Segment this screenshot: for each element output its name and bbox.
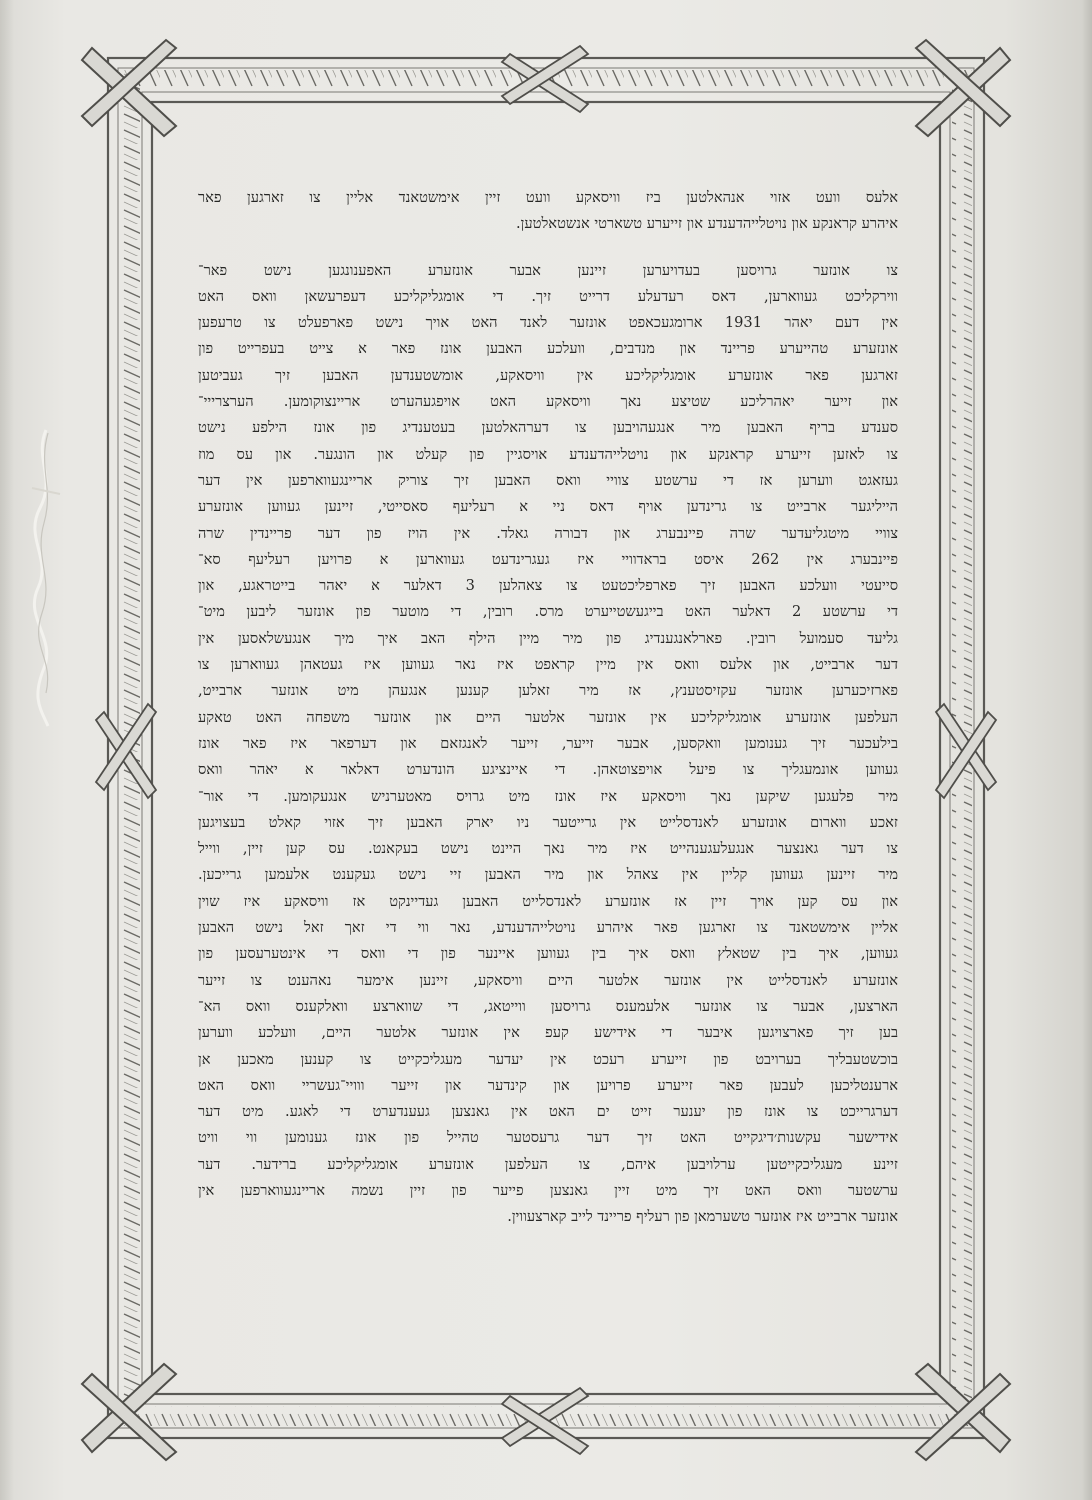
- text-line: זאכע ווארום אונזערע לאנדסלייט אין גרייטער ניו יארק האבען זיך אזוי קאלט בעצויגען: [198, 813, 898, 831]
- text-line: מיר פלעגען שיקען נאך וויסאקע איז אונז מיט גרויס מאטערניש אנגעקומען. די אור־: [198, 787, 898, 805]
- text-line: הארצען, אבער צו אונזער אלעמענס גרויסען ווייטאג, די שווארצע וואלקענס וואס הא־: [198, 997, 898, 1015]
- text-line: פארזיכערען אונזער עקזיסטענץ, אז מיר זאלען קענען אנגעהן מיט אונזער ארבייט,: [198, 682, 898, 700]
- paragraph-1: [198, 185, 898, 238]
- text-line: ארענטליכען לעבען פאר זייערע פרויען און קינדער און זייער ווויי־געשריי וואס האט: [198, 1076, 898, 1094]
- text-line: זיינע מעגליכקייטען ערלויבען איהם, צו העלפען אונזערע אומגליקליכע ברידער. דער: [198, 1155, 898, 1173]
- text-line: בילעכער זיך גענומען וואקסען, אבער זייער, זייער לאנגזאם און דערפאר איז פאר אונז: [198, 734, 898, 752]
- text-line: די ערשטע 2 דאלער האט בייגעשטייערט מרס. רובין, די מוטער פון אונזער ליבען מיט־: [198, 603, 898, 621]
- text-line: ווירקליכט געווארען, דאס רעדעלע דרייט זיך. די אומגליקליכע דעפרעשאן וואס האט: [198, 287, 898, 305]
- text-line: איהרע קראנקע און נויטלייהדענדע און זייערע טשארטי אנשטאלטען.: [516, 215, 898, 233]
- text-line: הייליגער ארבייט צו גרינדען אויף דאס ניי א רעליעף סאסייטי, זיינען געווען אונזערע: [198, 498, 898, 516]
- text-line: העלפען אונזערע אומגליקליכע אין אונזער אלטער היים און אונזער משפחה האט טאקע: [198, 708, 898, 726]
- text-line: בוכשטעבליך בערויבט פון זייערע רעכט אין יעדער מעגליכקייט צו קענען מאכען אן: [198, 1050, 898, 1068]
- text-line: סענדע בריף האבען מיר אנגעהויבען צו דערהאלטען בעטענדיג פון אונז הילפע נישט: [198, 419, 898, 437]
- text-line: ערשטער וואס האט זיך מיט זיין גאנצען פייער פון זיין נשמה אריינגעווארפען אין: [198, 1181, 898, 1199]
- text-line: פיינבערג אין 262 איסט בראדוויי איז געגרינדעט געווארען א פרויען רעליעף סא־: [198, 550, 898, 568]
- text-line: גליעד סעמועל רובין. פארלאנגענדיג פון מיר מיין הילף האב איך מיך אנגעשלאסען אין: [198, 629, 898, 647]
- text-line: צו אונזער גרויסען בעדויערען זיינען אבער אונזערע האפענונגען נישט פאר־: [198, 261, 898, 279]
- text-line: אונזערע טהייערע פריינד און מנדבים, וועלכע האבען אונז פאר א צייט בעפרייט פון: [198, 340, 898, 358]
- text-line: זארגען פאר אונזערע אומגליקליכע אין וויסאקע, אומשטענדען האבען זיך געביטען: [198, 366, 898, 384]
- text-line: און עס קען אויך זיין אז אונזערע לאנדסלייט האבען געדיינקט אז וויסאקע איז שוין: [198, 892, 898, 910]
- paragraph-2: [198, 258, 898, 1231]
- text-line: בען זיך פארצויגען איבער די אידישע קעפ אין אונזער אלטער היים, וועלכע ווערען: [198, 1024, 898, 1042]
- text-line: און זייער יאהרליכע שטיצע נאך וויסאקע האט אויפגעהערט אריינצוקומען. הערצרייי־: [198, 393, 898, 411]
- text-line: אונזערע לאנדסלייט אין אונזער אלטער היים וויסאקע, זיינען אימער נאהענט צו זייער: [198, 971, 898, 989]
- text-line: צו לאזען זייערע קראנקע און נויטלייהדענדע אויסגיין פון קעלט און הונגער. און עס מוז: [198, 445, 898, 463]
- text-line: אידישער עקשנות׳דיגקייט האט זיך דער גרעסטער טהייל פון אונז גענומען ווי וויט: [198, 1129, 898, 1147]
- document-body: [198, 185, 898, 1231]
- text-line: צוויי מיטגליעדער שרה פיינבערג און דבורה גאלד. אין הויז פון דער פריינדין שרה: [198, 524, 898, 542]
- text-line: דערגרייכט צו אונז פון יענער זייט ים האט אין גאנצען געענדערט די לאגע. מיט דער: [198, 1103, 898, 1121]
- text-line: סייעטי וועלכע האבען זיך פארפליכטעט צו צאהלען 3 דאלער א יאהר בייטראגע, און: [198, 577, 898, 595]
- text-line: מיר זיינען געווען קליין אין צאהל און מיר האבען זיי נישט געקענט אלעמען גרייכען.: [198, 866, 898, 884]
- text-line: געזאגט ווערען אז די ערשטע צוויי וואס האבען זיך צוריק אריינגעווארפען אין דער: [198, 471, 898, 489]
- text-line: געווען, איך בין שטאלץ וואס איך בין געווען איינער פון די וואס די אינטערעסען פון: [198, 945, 898, 963]
- text-line: דער ארבייט, און אלעס וואס אין מיין קראפט איז נאר געווען איז געטאהן געווארען צו: [198, 656, 898, 674]
- text-line: אליין אימשטאנד צו זארגען פאר איהרע נויטלייהדענדע, נאר ווי די זאך זאל נישט האבען: [198, 919, 898, 937]
- text-line: אין דעם יאהר 1931 ארומגעכאפט אונזער לאנד האט אויך נישט פארפעלט צו טרעפען: [198, 314, 898, 332]
- text-line: געווען אונמעגליך צו פיעל אויפצוטאהן. די איינציגע הונדערט דאלאר א יאהר וואס: [198, 761, 898, 779]
- text-line: אלעס וועט אזוי אנהאלטען ביז וויסאקע וועט זיין אימשטאנד אליין צו זארגען פאר: [198, 189, 898, 206]
- text-line: צו דער גאנצער אנגעלעגענהייט איז מיר נאך היינט נישט בעקאנט. עס קען זיין, ווייל: [198, 840, 898, 858]
- text-line: אונזער ארבייט איז אונזער טשערמאן פון רעליף פריינד לייב קארצעווין.: [507, 1208, 898, 1226]
